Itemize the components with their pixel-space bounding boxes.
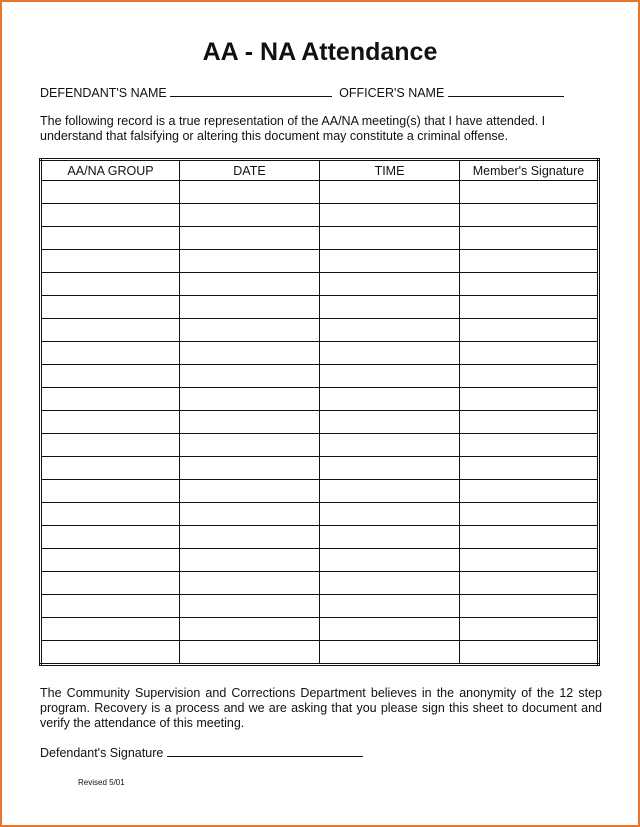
group-cell[interactable] — [41, 618, 180, 641]
time-cell[interactable] — [320, 388, 460, 411]
signature-cell[interactable] — [460, 388, 599, 411]
signature-cell[interactable] — [460, 227, 599, 250]
date-cell[interactable] — [180, 273, 320, 296]
table-row — [41, 480, 599, 503]
defendant-name-label: DEFENDANT'S NAME — [40, 86, 167, 100]
time-cell[interactable] — [320, 572, 460, 595]
table-row — [41, 434, 599, 457]
column-header-signature: Member's Signature — [460, 160, 599, 181]
table-row — [41, 204, 599, 227]
date-cell[interactable] — [180, 204, 320, 227]
table-row — [41, 227, 599, 250]
intro-statement: The following record is a true representation of the AA/NA meeting(s) that I have attended. I understand that falsifying or altering this document may constitute a criminal offense. — [40, 114, 546, 143]
column-header-time: TIME — [320, 160, 460, 181]
group-cell[interactable] — [41, 411, 180, 434]
group-cell[interactable] — [41, 457, 180, 480]
date-cell[interactable] — [180, 618, 320, 641]
group-cell[interactable] — [41, 503, 180, 526]
defendant-name-field[interactable] — [170, 85, 332, 97]
table-row — [41, 181, 599, 204]
time-cell[interactable] — [320, 641, 460, 665]
table-header-row — [41, 160, 599, 181]
time-cell[interactable] — [320, 181, 460, 204]
name-fields — [40, 85, 564, 100]
time-cell[interactable] — [320, 342, 460, 365]
signature-cell[interactable] — [460, 572, 599, 595]
group-cell[interactable] — [41, 342, 180, 365]
date-cell[interactable] — [180, 572, 320, 595]
signature-cell[interactable] — [460, 549, 599, 572]
table-row — [41, 319, 599, 342]
signature-cell[interactable] — [460, 503, 599, 526]
group-cell[interactable] — [41, 181, 180, 204]
group-cell[interactable] — [41, 549, 180, 572]
time-cell[interactable] — [320, 273, 460, 296]
group-cell[interactable] — [41, 572, 180, 595]
signature-field[interactable] — [167, 745, 363, 757]
time-cell[interactable] — [320, 204, 460, 227]
signature-cell[interactable] — [460, 457, 599, 480]
signature-cell[interactable] — [460, 641, 599, 665]
signature-cell[interactable] — [460, 250, 599, 273]
signature-cell[interactable] — [460, 204, 599, 227]
signature-cell[interactable] — [460, 618, 599, 641]
date-cell[interactable] — [180, 319, 320, 342]
time-cell[interactable] — [320, 365, 460, 388]
date-cell[interactable] — [180, 227, 320, 250]
date-cell[interactable] — [180, 526, 320, 549]
group-cell[interactable] — [41, 526, 180, 549]
date-cell[interactable] — [180, 549, 320, 572]
group-cell[interactable] — [41, 388, 180, 411]
table-row — [41, 618, 599, 641]
time-cell[interactable] — [320, 480, 460, 503]
time-cell[interactable] — [320, 227, 460, 250]
time-cell[interactable] — [320, 250, 460, 273]
time-cell[interactable] — [320, 618, 460, 641]
attendance-table — [39, 158, 600, 666]
time-cell[interactable] — [320, 319, 460, 342]
date-cell[interactable] — [180, 342, 320, 365]
time-cell[interactable] — [320, 296, 460, 319]
time-cell[interactable] — [320, 549, 460, 572]
officer-name-field[interactable] — [448, 85, 564, 97]
time-cell[interactable] — [320, 457, 460, 480]
table-row — [41, 595, 599, 618]
column-header-date: DATE — [180, 160, 320, 181]
signature-cell[interactable] — [460, 480, 599, 503]
group-cell[interactable] — [41, 365, 180, 388]
group-cell[interactable] — [41, 204, 180, 227]
date-cell[interactable] — [180, 250, 320, 273]
table-row — [41, 365, 599, 388]
table-row — [41, 549, 599, 572]
time-cell[interactable] — [320, 434, 460, 457]
group-cell[interactable] — [41, 595, 180, 618]
date-cell[interactable] — [180, 595, 320, 618]
column-header-group: AA/NA GROUP — [41, 160, 180, 181]
date-cell[interactable] — [180, 641, 320, 665]
date-cell[interactable] — [180, 457, 320, 480]
group-cell[interactable] — [41, 273, 180, 296]
date-cell[interactable] — [180, 296, 320, 319]
signature-cell[interactable] — [460, 365, 599, 388]
signature-cell[interactable] — [460, 319, 599, 342]
signature-cell[interactable] — [460, 434, 599, 457]
time-cell[interactable] — [320, 526, 460, 549]
group-cell[interactable] — [41, 227, 180, 250]
time-cell[interactable] — [320, 503, 460, 526]
signature-cell[interactable] — [460, 411, 599, 434]
table-row — [41, 457, 599, 480]
signature-cell[interactable] — [460, 181, 599, 204]
revision-note: Revised 5/01 — [78, 778, 125, 787]
date-cell[interactable] — [180, 480, 320, 503]
table-row — [41, 503, 599, 526]
signature-cell[interactable] — [460, 526, 599, 549]
signature-cell[interactable] — [460, 273, 599, 296]
table-row — [41, 250, 599, 273]
table-row — [41, 572, 599, 595]
date-cell[interactable] — [180, 181, 320, 204]
date-cell[interactable] — [180, 411, 320, 434]
signature-cell[interactable] — [460, 342, 599, 365]
signature-line — [40, 745, 363, 760]
signature-label: Defendant's Signature — [40, 746, 164, 760]
signature-cell[interactable] — [460, 296, 599, 319]
group-cell[interactable] — [41, 296, 180, 319]
signature-cell[interactable] — [460, 595, 599, 618]
footer-statement: The Community Supervision and Corrections Department believes in the anonymity of the 12 step program. Recovery is a process and we are asking that you please sign this sheet to document and verify the attendance of this meeting. — [40, 686, 602, 730]
officer-name-label: OFFICER'S NAME — [339, 86, 445, 100]
table-row — [41, 296, 599, 319]
group-cell[interactable] — [41, 319, 180, 342]
table-row — [41, 273, 599, 296]
group-cell[interactable] — [41, 434, 180, 457]
date-cell[interactable] — [180, 365, 320, 388]
group-cell[interactable] — [41, 250, 180, 273]
group-cell[interactable] — [41, 480, 180, 503]
table-row — [41, 526, 599, 549]
table-row — [41, 411, 599, 434]
date-cell[interactable] — [180, 434, 320, 457]
time-cell[interactable] — [320, 411, 460, 434]
group-cell[interactable] — [41, 641, 180, 665]
table-row — [41, 342, 599, 365]
date-cell[interactable] — [180, 503, 320, 526]
time-cell[interactable] — [320, 595, 460, 618]
date-cell[interactable] — [180, 388, 320, 411]
table-row — [41, 641, 599, 665]
page-title: AA - NA Attendance — [202, 38, 438, 66]
table-row — [41, 388, 599, 411]
